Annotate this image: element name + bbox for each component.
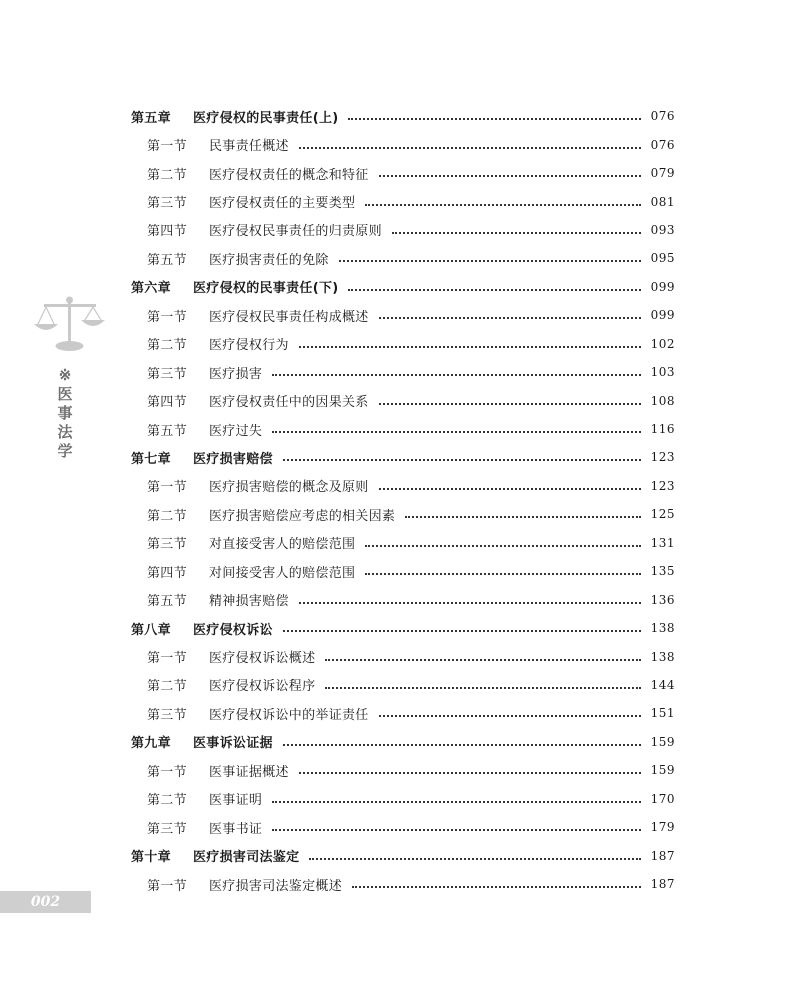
toc-entry-page: 123 — [650, 478, 675, 493]
toc-entry-number: 第九章 — [131, 736, 171, 752]
toc-entry-page: 135 — [650, 564, 675, 579]
toc-entry-page: 099 — [650, 279, 675, 294]
dot-leader — [325, 649, 641, 661]
toc-entry-title: 医事诉讼证据 — [193, 736, 273, 752]
toc-entry-title: 医疗侵权责任中的因果关系 — [209, 395, 369, 411]
toc-entry-number: 第三节 — [147, 196, 187, 212]
dot-leader — [379, 307, 641, 319]
toc-entry-title: 医疗侵权的民事责任(下) — [193, 281, 339, 297]
toc-section-entry[interactable] — [131, 699, 675, 727]
toc-entry-label — [147, 533, 355, 552]
dot-leader — [272, 819, 641, 831]
toc-entry-title: 医疗损害赔偿 — [193, 451, 273, 467]
toc-entry-page: 099 — [650, 308, 675, 323]
dot-leader — [283, 734, 641, 746]
toc-entry-label — [131, 846, 299, 865]
toc-entry-label — [147, 306, 369, 325]
toc-entry-number: 第十章 — [131, 850, 171, 866]
toc-entry-number: 第三节 — [147, 366, 187, 382]
toc-entry-number: 第二节 — [147, 167, 187, 183]
dot-leader — [392, 222, 641, 234]
scales-of-justice-icon — [30, 294, 110, 354]
toc-entry-title: 医事书证 — [209, 821, 263, 837]
toc-entry-title: 医疗损害司法鉴定概述 — [209, 878, 343, 894]
toc-entry-page: 123 — [650, 450, 675, 465]
toc-entry-number: 第一节 — [147, 878, 187, 894]
toc-entry-page: 076 — [650, 137, 675, 152]
toc-chapter-entry[interactable] — [131, 102, 675, 130]
toc-section-entry[interactable] — [131, 301, 675, 329]
toc-entry-label — [131, 732, 273, 751]
toc-chapter-entry[interactable] — [131, 273, 675, 301]
toc-section-entry[interactable] — [131, 330, 675, 358]
toc-entry-title: 医事证明 — [209, 793, 263, 809]
toc-entry-title: 医事证据概述 — [209, 764, 289, 780]
toc-entry-page: 138 — [650, 649, 675, 664]
dot-leader — [365, 194, 641, 206]
dot-leader — [309, 848, 641, 860]
toc-entry-number: 第四节 — [147, 224, 187, 240]
toc-chapter-entry[interactable] — [131, 614, 675, 642]
toc-entry-label — [147, 818, 262, 837]
toc-section-entry[interactable] — [131, 500, 675, 528]
page-number: 002 — [0, 891, 91, 913]
toc-entry-page: 093 — [650, 222, 675, 237]
toc-section-entry[interactable] — [131, 642, 675, 670]
toc-entry-title: 医疗侵权诉讼概述 — [209, 651, 316, 667]
toc-entry-page: 187 — [650, 848, 675, 863]
toc-entry-number: 第五节 — [147, 252, 187, 268]
toc-entry-label — [131, 448, 273, 467]
toc-entry-label — [147, 164, 369, 183]
toc-entry-page: 144 — [650, 677, 675, 692]
toc-entry-number: 第四节 — [147, 565, 187, 581]
toc-entry-page: 095 — [650, 251, 675, 266]
book-title-char: 医 — [57, 385, 73, 403]
dot-leader — [365, 535, 641, 547]
toc-entry-title: 民事责任概述 — [209, 139, 289, 155]
toc-entry-title: 医疗侵权的民事责任(上) — [193, 110, 339, 126]
toc-entry-page: 076 — [650, 109, 675, 124]
book-title-char: ※ — [58, 366, 72, 384]
toc-section-entry[interactable] — [131, 870, 675, 898]
toc-section-entry[interactable] — [131, 671, 675, 699]
toc-entry-page: 102 — [650, 336, 675, 351]
toc-entry-label — [147, 789, 262, 808]
toc-section-entry[interactable] — [131, 557, 675, 585]
toc-entry-title: 医疗侵权民事责任的归责原则 — [209, 224, 382, 240]
toc-entry-label — [131, 107, 338, 126]
toc-entry-number: 第一节 — [147, 764, 187, 780]
book-title-char: 事 — [57, 404, 73, 422]
toc-section-entry[interactable] — [131, 472, 675, 500]
toc-entry-label — [147, 420, 262, 439]
toc-entry-page: 108 — [650, 393, 675, 408]
toc-entry-title: 对直接受害人的赔偿范围 — [209, 537, 356, 553]
toc-section-entry[interactable] — [131, 813, 675, 841]
toc-entry-label — [147, 476, 369, 495]
toc-entry-page: 187 — [650, 877, 675, 892]
dot-leader — [405, 506, 641, 518]
toc-entry-title: 医疗侵权责任的主要类型 — [209, 196, 356, 212]
toc-entry-title: 医疗损害赔偿的概念及原则 — [209, 480, 369, 496]
dot-leader — [352, 876, 641, 888]
toc-entry-number: 第五章 — [131, 110, 171, 126]
dot-leader — [272, 421, 641, 433]
toc-section-entry[interactable] — [131, 415, 675, 443]
toc-entry-title: 医疗侵权诉讼程序 — [209, 679, 316, 695]
dot-leader — [379, 165, 641, 177]
dot-leader — [299, 137, 641, 149]
dot-leader — [348, 108, 641, 120]
dot-leader — [299, 592, 641, 604]
toc-section-entry[interactable] — [131, 358, 675, 386]
toc-entry-label — [147, 675, 315, 694]
toc-entry-number: 第七章 — [131, 451, 171, 467]
toc-entry-label — [147, 562, 355, 581]
toc-section-entry[interactable] — [131, 785, 675, 813]
toc-entry-label — [147, 761, 289, 780]
toc-entry-label — [131, 619, 273, 638]
toc-entry-label — [147, 505, 395, 524]
dot-leader — [272, 791, 641, 803]
toc-chapter-entry[interactable] — [131, 728, 675, 756]
toc-entry-page: 081 — [650, 194, 675, 209]
toc-entry-page: 079 — [650, 166, 675, 181]
toc-entry-label — [147, 875, 342, 894]
toc-section-entry[interactable] — [131, 216, 675, 244]
toc-entry-label — [147, 220, 382, 239]
toc-entry-number: 第一节 — [147, 480, 187, 496]
dot-leader — [379, 478, 641, 490]
toc-chapter-entry[interactable] — [131, 841, 675, 869]
toc-entry-title: 对间接受害人的赔偿范围 — [209, 565, 356, 581]
toc-entry-number: 第三节 — [147, 821, 187, 837]
toc-entry-page: 136 — [650, 592, 675, 607]
toc-entry-number: 第六章 — [131, 281, 171, 297]
toc-entry-label — [147, 249, 329, 268]
toc-entry-number: 第三节 — [147, 537, 187, 553]
toc-entry-number: 第一节 — [147, 309, 187, 325]
toc-entry-page: 131 — [650, 535, 675, 550]
toc-section-entry[interactable] — [131, 529, 675, 557]
toc-entry-title: 医疗损害责任的免除 — [209, 252, 329, 268]
toc-entry-label — [147, 704, 369, 723]
toc-entry-number: 第八章 — [131, 622, 171, 638]
toc-entry-number: 第五节 — [147, 594, 187, 610]
toc-entry-page: 170 — [650, 791, 675, 806]
dot-leader — [325, 677, 641, 689]
toc-entry-label — [147, 334, 289, 353]
toc-entry-label — [131, 277, 338, 296]
toc-entry-title: 医疗损害赔偿应考虑的相关因素 — [209, 508, 396, 524]
toc-entry-page: 103 — [650, 365, 675, 380]
dot-leader — [339, 250, 641, 262]
dot-leader — [299, 762, 641, 774]
toc-section-entry[interactable] — [131, 756, 675, 784]
dot-leader — [379, 393, 641, 405]
toc-entry-page: 151 — [650, 706, 675, 721]
toc-entry-label — [147, 192, 355, 211]
toc-entry-number: 第五节 — [147, 423, 187, 439]
toc-entry-number: 第二节 — [147, 508, 187, 524]
toc-entry-title: 医疗侵权诉讼中的举证责任 — [209, 707, 369, 723]
toc-section-entry[interactable] — [131, 130, 675, 158]
toc-entry-number: 第一节 — [147, 651, 187, 667]
toc-entry-page: 159 — [650, 763, 675, 778]
toc-entry-page: 138 — [650, 621, 675, 636]
toc-entry-label — [147, 590, 289, 609]
toc-entry-label — [147, 135, 289, 154]
toc-entry-number: 第三节 — [147, 707, 187, 723]
toc-entry-title: 医疗侵权责任的概念和特征 — [209, 167, 369, 183]
toc-section-entry[interactable] — [131, 159, 675, 187]
toc-entry-title: 医疗过失 — [209, 423, 263, 439]
book-title-vertical — [52, 366, 78, 461]
book-title-char: 学 — [57, 442, 73, 460]
toc-entry-title: 医疗损害司法鉴定 — [193, 850, 300, 866]
dot-leader — [379, 705, 641, 717]
dot-leader — [348, 279, 641, 291]
toc-entry-number: 第二节 — [147, 793, 187, 809]
toc-entry-title: 医疗损害 — [209, 366, 263, 382]
toc-entry-title: 医疗侵权诉讼 — [193, 622, 273, 638]
book-title-char: 法 — [57, 423, 73, 441]
dot-leader — [283, 620, 641, 632]
dot-leader — [299, 336, 641, 348]
toc-entry-title: 医疗侵权民事责任构成概述 — [209, 309, 369, 325]
toc-entry-number: 第四节 — [147, 395, 187, 411]
toc-entry-title: 医疗侵权行为 — [209, 338, 289, 354]
toc-entry-page: 159 — [650, 734, 675, 749]
toc-entry-number: 第二节 — [147, 338, 187, 354]
toc-section-entry[interactable] — [131, 187, 675, 215]
toc-chapter-entry[interactable] — [131, 443, 675, 471]
toc-entry-title: 精神损害赔偿 — [209, 594, 289, 610]
toc-entry-page: 179 — [650, 820, 675, 835]
toc-section-entry[interactable] — [131, 244, 675, 272]
table-of-contents — [131, 102, 675, 898]
toc-entry-label — [147, 363, 262, 382]
toc-entry-number: 第二节 — [147, 679, 187, 695]
toc-entry-page: 125 — [650, 507, 675, 522]
dot-leader — [283, 449, 641, 461]
dot-leader — [365, 563, 641, 575]
toc-entry-number: 第一节 — [147, 139, 187, 155]
toc-entry-label — [147, 647, 315, 666]
toc-section-entry[interactable] — [131, 386, 675, 414]
dot-leader — [272, 364, 641, 376]
toc-entry-page: 116 — [650, 422, 675, 437]
toc-entry-label — [147, 391, 369, 410]
toc-section-entry[interactable] — [131, 585, 675, 613]
